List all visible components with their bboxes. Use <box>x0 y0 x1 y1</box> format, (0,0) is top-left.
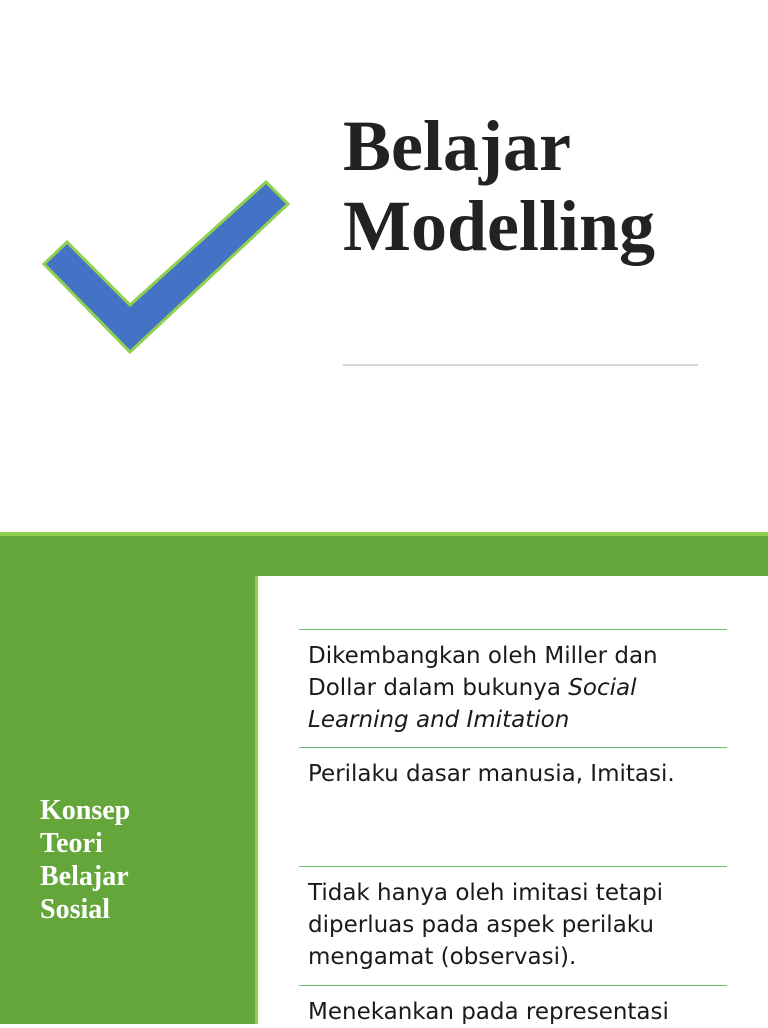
list-item <box>299 629 727 736</box>
list-item-text-main: Dikembangkan oleh Miller dan Dollar dalam bukunya <box>308 643 658 701</box>
title-line-2: Modelling <box>343 186 656 266</box>
page-title <box>343 106 655 266</box>
checkmark-icon <box>40 178 292 356</box>
list-item-text <box>299 630 727 736</box>
book-title: Social Learning and Imitation <box>308 675 637 733</box>
section-heading-line: Teori <box>40 828 103 859</box>
list-item <box>299 747 727 790</box>
list-item-text: Tidak hanya oleh imitasi tetapi diperluas pada aspek perilaku mengamat (observasi). <box>308 880 664 970</box>
title-divider <box>343 364 698 366</box>
list-item-text: Perilaku dasar manusia, Imitasi. <box>308 761 675 787</box>
list-item-text: Menekankan pada representasi <box>308 999 669 1025</box>
section-heading-line: Konsep <box>40 795 131 826</box>
section-heading <box>40 794 130 926</box>
section-heading-line: Belajar <box>40 861 129 892</box>
list-item <box>299 985 727 1028</box>
title-line-1: Belajar <box>343 106 571 186</box>
list-item <box>299 866 727 973</box>
section-heading-line: Sosial <box>40 894 111 925</box>
